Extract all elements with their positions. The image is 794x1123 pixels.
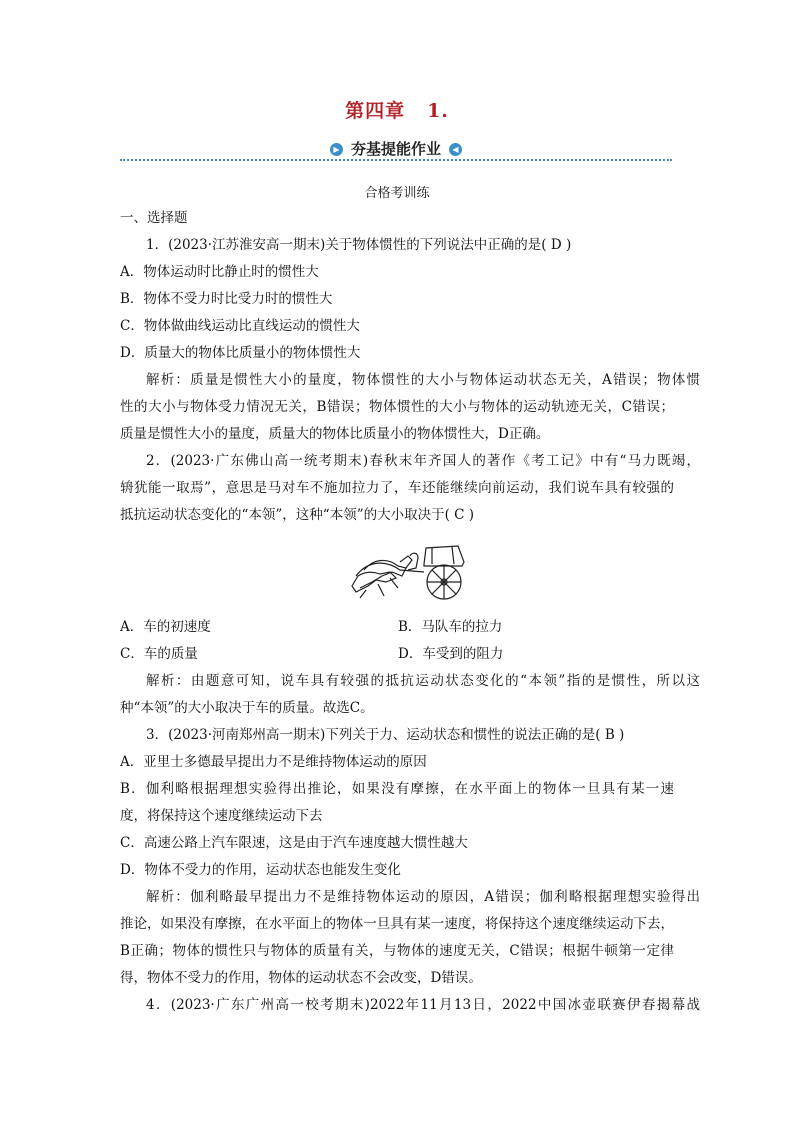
q3-option-a: A．亚里士多德最早提出力不是维持物体运动的原因 xyxy=(120,754,427,770)
q1-option-b: B．物体不受力时比受力时的惯性大 xyxy=(120,291,333,307)
q3-analysis-line-4: 得，物体不受力的作用，物体的运动状态不会改变，D错误。 xyxy=(120,970,482,986)
q3-option-b-line-1: B．伽利略根据理想实验得出推论，如果没有摩擦，在水平面上的物体一旦具有某一速 xyxy=(120,781,674,797)
play-right-icon: ▶ xyxy=(330,143,343,156)
chapter-label: 第四章 xyxy=(345,100,406,122)
q1-stem: 1．(2023·江苏淮安高一期末)关于物体惯性的下列说法中正确的是( D ) xyxy=(146,237,572,253)
q2-stem-line-1: 2．(2023·广东佛山高一统考期末)春秋末年齐国人的著作《考工记》中有“马力既竭， xyxy=(146,453,700,469)
q4-stem: 4．(2023·广东广州高一校考期末)2022年11月13日，2022中国冰壶联赛伊春揭幕战 xyxy=(146,997,700,1013)
q1-option-c: C．物体做曲线运动比直线运动的惯性大 xyxy=(120,318,360,334)
q2-option-d: D．车受到的阻力 xyxy=(398,646,504,662)
dotted-divider xyxy=(120,159,672,161)
banner-label: 夯基提能作业 xyxy=(350,140,441,158)
q2-option-c: C．车的质量 xyxy=(120,646,198,662)
q3-analysis-line-2: 推论，如果没有摩擦，在水平面上的物体一旦具有某一速度，将保持这个速度继续运动下去， xyxy=(120,916,674,932)
q2-option-b: B．马队车的拉力 xyxy=(398,619,503,635)
q1-option-a: A．物体运动时比静止时的惯性大 xyxy=(120,264,319,280)
q3-stem: 3．(2023·河南郑州高一期末)下列关于力、运动状态和惯性的说法正确的是( B ) xyxy=(146,727,625,743)
part-heading: 一、选择题 xyxy=(120,210,188,226)
q1-analysis-line-1: 解析：质量是惯性大小的量度，物体惯性的大小与物体运动状态无关，A错误；物体惯 xyxy=(146,372,700,388)
q2-analysis-line-1: 解析：由题意可知，说车具有较强的抵抗运动状态变化的“本领”指的是惯性，所以这 xyxy=(146,673,700,689)
section-label: 1. xyxy=(427,100,449,122)
subheading: 合格考训练 xyxy=(364,186,430,201)
q2-stem-line-2: 辀犹能一取焉”，意思是马对车不施加拉力了，车还能继续向前运动，我们说车具有较强的 xyxy=(120,480,674,496)
play-left-icon: ◀ xyxy=(449,143,462,156)
banner-label-wrap xyxy=(120,138,672,159)
q3-analysis-line-1: 解析：伽利略最早提出力不是维持物体运动的原因，A错误；伽利略根据理想实验得出 xyxy=(146,889,700,905)
chariot-illustration xyxy=(346,542,472,602)
q2-option-a: A．车的初速度 xyxy=(120,619,211,635)
exercise-banner xyxy=(120,138,672,162)
q3-option-d: D．物体不受力的作用，运动状态也能发生变化 xyxy=(120,862,401,878)
q1-analysis-line-2: 性的大小与物体受力情况无关，B错误；物体惯性的大小与物体的运动轨迹无关，C错误； xyxy=(120,399,674,415)
q1-option-d: D．质量大的物体比质量小的物体惯性大 xyxy=(120,345,361,361)
q1-analysis-line-3: 质量是惯性大小的量度，质量大的物体比质量小的物体惯性大，D正确。 xyxy=(120,426,550,442)
q3-analysis-line-3: B正确；物体的惯性只与物体的质量有关，与物体的速度无关，C错误；根据牛顿第一定律 xyxy=(120,943,674,959)
chapter-title xyxy=(0,96,794,123)
q3-option-c: C．高速公路上汽车限速，这是由于汽车速度越大惯性越大 xyxy=(120,835,468,851)
q3-option-b-line-2: 度，将保持这个速度继续运动下去 xyxy=(120,808,323,824)
q2-stem-line-3: 抵抗运动状态变化的“本领”，这种“本领”的大小取决于( C ) xyxy=(120,507,475,523)
q2-analysis-line-2: 种“本领”的大小取决于车的质量。故选C。 xyxy=(120,700,374,716)
